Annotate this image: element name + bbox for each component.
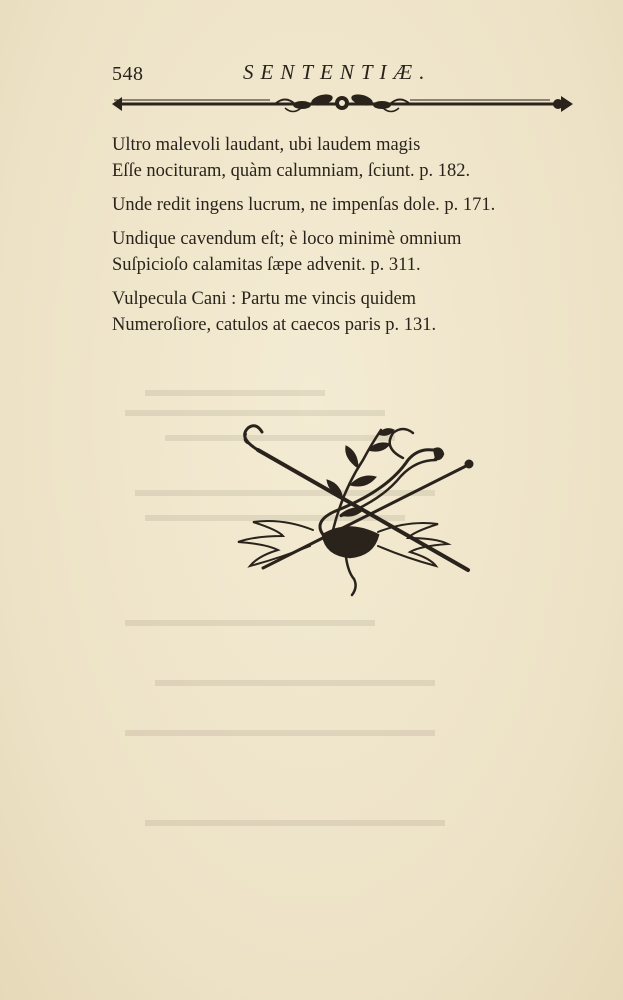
sententiae-list: [112, 132, 602, 346]
floral-rule-icon: [110, 90, 575, 118]
sententia-entry: [112, 226, 602, 278]
sententia-entry: [112, 286, 602, 338]
entry-line: Suſpicioſo calamitas ſæpe advenit. p. 311.: [112, 255, 421, 275]
entry-line: Numeroſiore, catulos at caecos paris p. 131.: [112, 315, 437, 335]
entry-line: Ultro malevoli laudant, ubi laudem magis: [112, 135, 421, 155]
entry-line: Eſſe nocituram, quàm calumniam, ſciunt. p. 182.: [112, 161, 471, 181]
running-title: SENTENTIÆ.: [243, 60, 432, 84]
entry-line: Vulpecula Cani : Partu me vincis quidem: [112, 289, 417, 309]
page-number: 548: [112, 63, 144, 85]
sententia-entry: [112, 192, 602, 218]
entry-line: Undique cavendum eſt; è loco minimè omnium: [112, 229, 462, 249]
entry-line: Unde redit ingens lucrum, ne impenſas dole. p. 171.: [112, 195, 496, 215]
sententia-entry: [112, 132, 602, 184]
caduceus-olive-branch-vignette-icon: [228, 420, 478, 605]
